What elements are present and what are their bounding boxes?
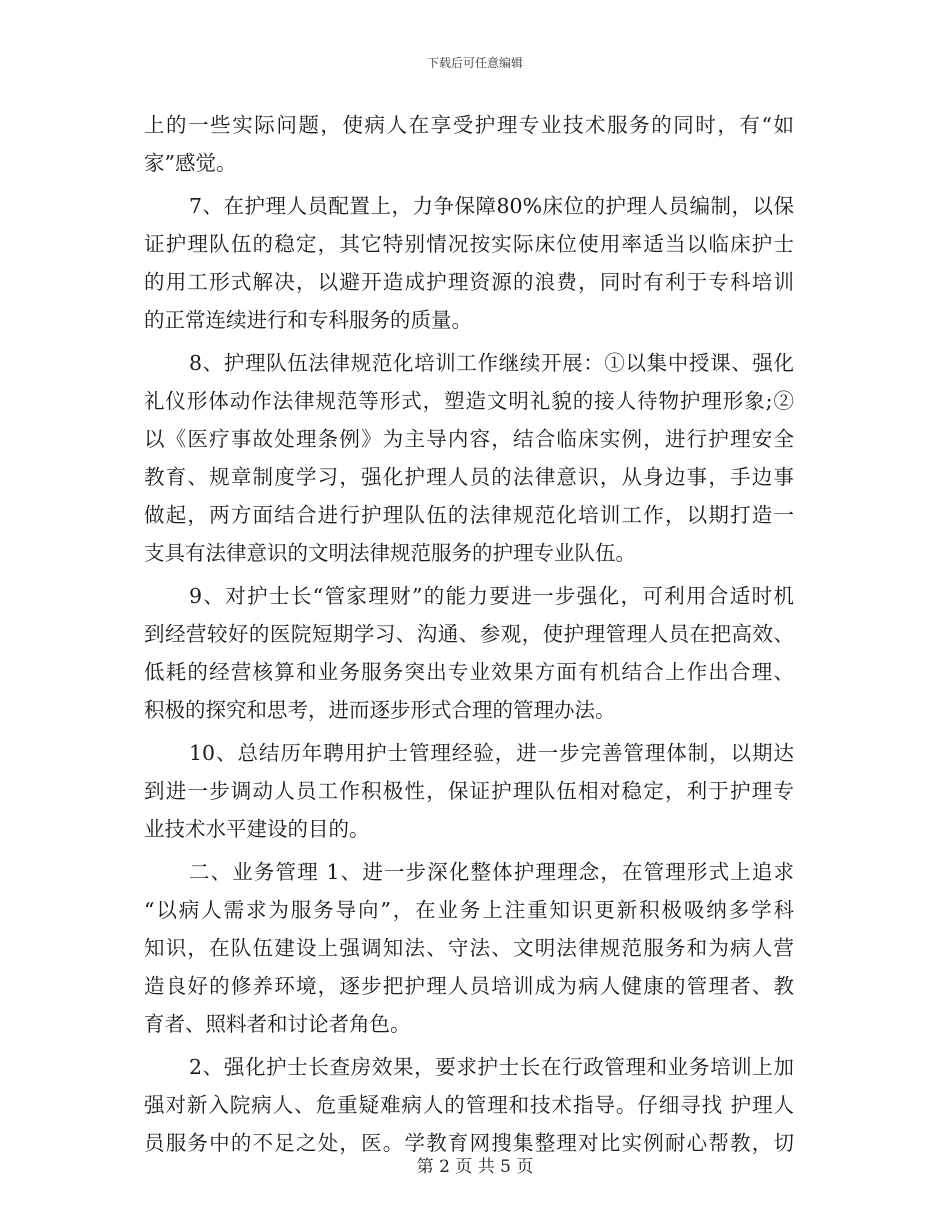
text-line: 证护理队伍的稳定，其它特别情况按实际床位使用率适当以临床护士 <box>144 232 794 256</box>
text-line: 做起，两方面结合进行护理队伍的法律规范化培训工作，以期打造一 <box>144 503 794 527</box>
text-line: 支具有法律意识的文明法律规范服务的护理专业队伍。 <box>144 541 636 565</box>
text-line: 强对新入院病人、危重疑难病人的管理和技术指导。仔细寻找 护理人 <box>144 1093 794 1117</box>
text-line: 业技术水平建设的目的。 <box>144 817 370 841</box>
text-line: 到经营较好的医院短期学习、沟通、参观，使护理管理人员在把高效、 <box>144 622 794 646</box>
text-line: 以《医疗事故处理条例》为主导内容，结合临床实例，进行护理安全 <box>144 427 794 451</box>
text-line: 的用工形式解决，以避开造成护理资源的浪费，同时有利于专科培训 <box>144 270 794 294</box>
text-line: 7、在护理人员配置上，力争保障80%床位的护理人员编制，以保 <box>189 194 794 218</box>
text-line: 8、护理队伍法律规范化培训工作继续开展：①以集中授课、强化 <box>189 351 794 375</box>
text-line: 积极的探究和思考，进而逐步形式合理的管理办法。 <box>144 698 616 722</box>
text-line: 二、业务管理 1、进一步深化整体护理理念，在管理形式上追求 <box>189 860 794 884</box>
text-line: 育者、照料者和讨论者角色。 <box>144 1012 411 1036</box>
text-line: 知识，在队伍建设上强调知法、守法、文明法律规范服务和为病人营 <box>144 936 794 960</box>
text-line: 礼仪形体动作法律规范等形式，塑造文明礼貌的接人待物护理形象;② <box>144 389 794 413</box>
text-line: 10、总结历年聘用护士管理经验，进一步完善管理体制，以期达 <box>189 741 794 765</box>
text-line: 9、对护士长“管家理财”的能力要进一步强化，可利用合适时机 <box>189 584 794 608</box>
text-line: 2、强化护士长查房效果，要求护士长在行政管理和业务培训上加 <box>189 1055 794 1079</box>
text-line: 造良好的修养环境，逐步把护理人员培训成为病人健康的管理者、教 <box>144 974 794 998</box>
text-line: 上的一些实际问题，使病人在享受护理专业技术服务的同时，有“如 <box>144 113 794 137</box>
text-line: 的正常连续进行和专科服务的质量。 <box>144 308 472 332</box>
text-line: 教育、规章制度学习，强化护理人员的法律意识，从身边事，手边事 <box>144 465 794 489</box>
page-footer: 第 2 页 共 5 页 <box>416 1157 534 1177</box>
text-line: 家”感觉。 <box>144 151 237 175</box>
text-line: 员服务中的不足之处，医。学教育网搜集整理对比实例耐心帮教，切 <box>144 1131 794 1155</box>
text-line: 到进一步调动人员工作积极性，保证护理队伍相对稳定，利于护理专 <box>144 779 794 803</box>
text-line: “以病人需求为服务导向”，在业务上注重知识更新积极吸纳多学科 <box>144 898 794 922</box>
body-text <box>144 106 794 1162</box>
page-header: 下载后可任意编辑 <box>426 56 523 70</box>
text-line: 低耗的经营核算和业务服务突出专业效果方面有机结合上作出合理、 <box>144 660 794 684</box>
